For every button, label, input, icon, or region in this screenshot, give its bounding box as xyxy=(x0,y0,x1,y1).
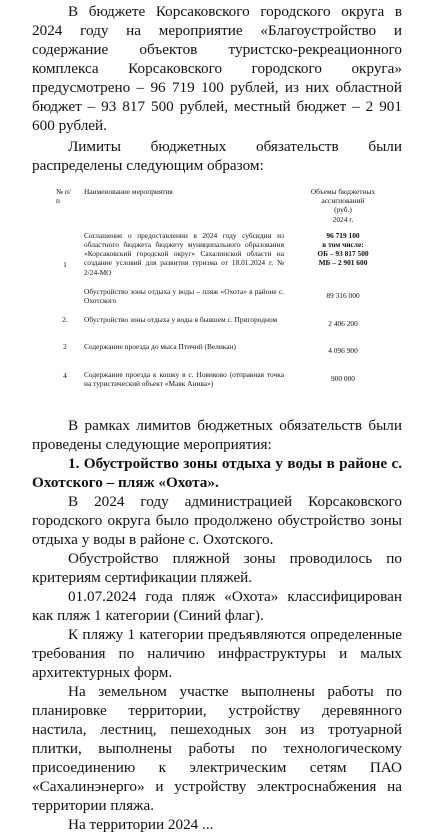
paragraph-limits: Лимиты бюджетных обязательств были распределены следующим образом: xyxy=(32,138,402,174)
table-row: Обустройство зоны отдыха у воды – пляж «Охота» в районе с. Охотского 89 316 000 xyxy=(84,286,360,306)
header-num: № п/п xyxy=(56,187,71,206)
section-heading-1: 1. Обустройство зоны отдыха у воды в районе с. Охотского – пляж «Охота». xyxy=(32,455,402,492)
header-value: Объемы бюджетных ассигнований (руб.) 2024 г. xyxy=(310,187,376,224)
header-name: Наименование мероприятия xyxy=(84,187,173,196)
paragraph-works: На земельном участке выполнены работы по планировке территории, устройству деревянного настила, лестниц, пешеходных зон из тротуарной плитки, выполнены работы по технологическому присоединению к электрическим сетям ПАО «Сахалинэнерго» и устройству электроснабжения на территории пляжа. xyxy=(32,683,402,815)
table-row: 1 Соглашение о предоставлении в 2024 году субсидии из областного бюджета бюджету муниципального образования «Корсаковский городской округ» Сахалинской области на создание условий для развития туризма от 18.01.2024 г. № 2/24-МО 96 719 100 в том числе: ОБ – 93 817 500 МБ – 2 901 600 xyxy=(63,230,369,277)
paragraph-blue-flag: 01.07.2024 года пляж «Охота» классифицирован как пляж 1 категории (Синий флаг). xyxy=(32,588,402,625)
paragraph-2024: В 2024 году администрацией Корсаковского городского округа было продолжено обустройство зоны отдыха у воды в районе с. Охотского. xyxy=(32,493,402,549)
paragraph-cut-off: На территории 2024 ... xyxy=(68,816,214,834)
table-row: 2 Содержание проезда до мыса Птичий (Великан) 4 096 900 xyxy=(63,342,358,356)
table-row: 4 Содержание проезда к кошку в с. Новиково (отправная точка на туристический объект «Маяк Анива») 900 000 xyxy=(63,369,356,388)
paragraph-requirements: К пляжу 1 категории предъявляются определенные требования по наличию инфраструктуры и малых архитектурных форм. xyxy=(32,626,402,682)
table-row: 2. Обустройство зоны отдыха у воды в бывшем с. Пригородном 2 406 200 xyxy=(62,315,358,329)
paragraph-measures-intro: В рамках лимитов бюджетных обязательств были проведены следующие мероприятия: xyxy=(32,417,402,454)
table-header-row xyxy=(56,187,394,231)
paragraph-budget: В бюджете Корсаковского городского округа в 2024 году на мероприятие «Благоустройство и содержание объектов туристско-рекреационного комплекса Корсаковского городского округа» предусмотрено – 96 719 100 рублей, из них областной бюджет – 93 817 500 рублей, местный бюджет – 2 901 600 рублей. xyxy=(32,3,402,134)
paragraph-certification: Обустройство пляжной зоны проводилось по критериям сертификации пляжей. xyxy=(32,550,402,587)
budget-table xyxy=(56,187,394,398)
